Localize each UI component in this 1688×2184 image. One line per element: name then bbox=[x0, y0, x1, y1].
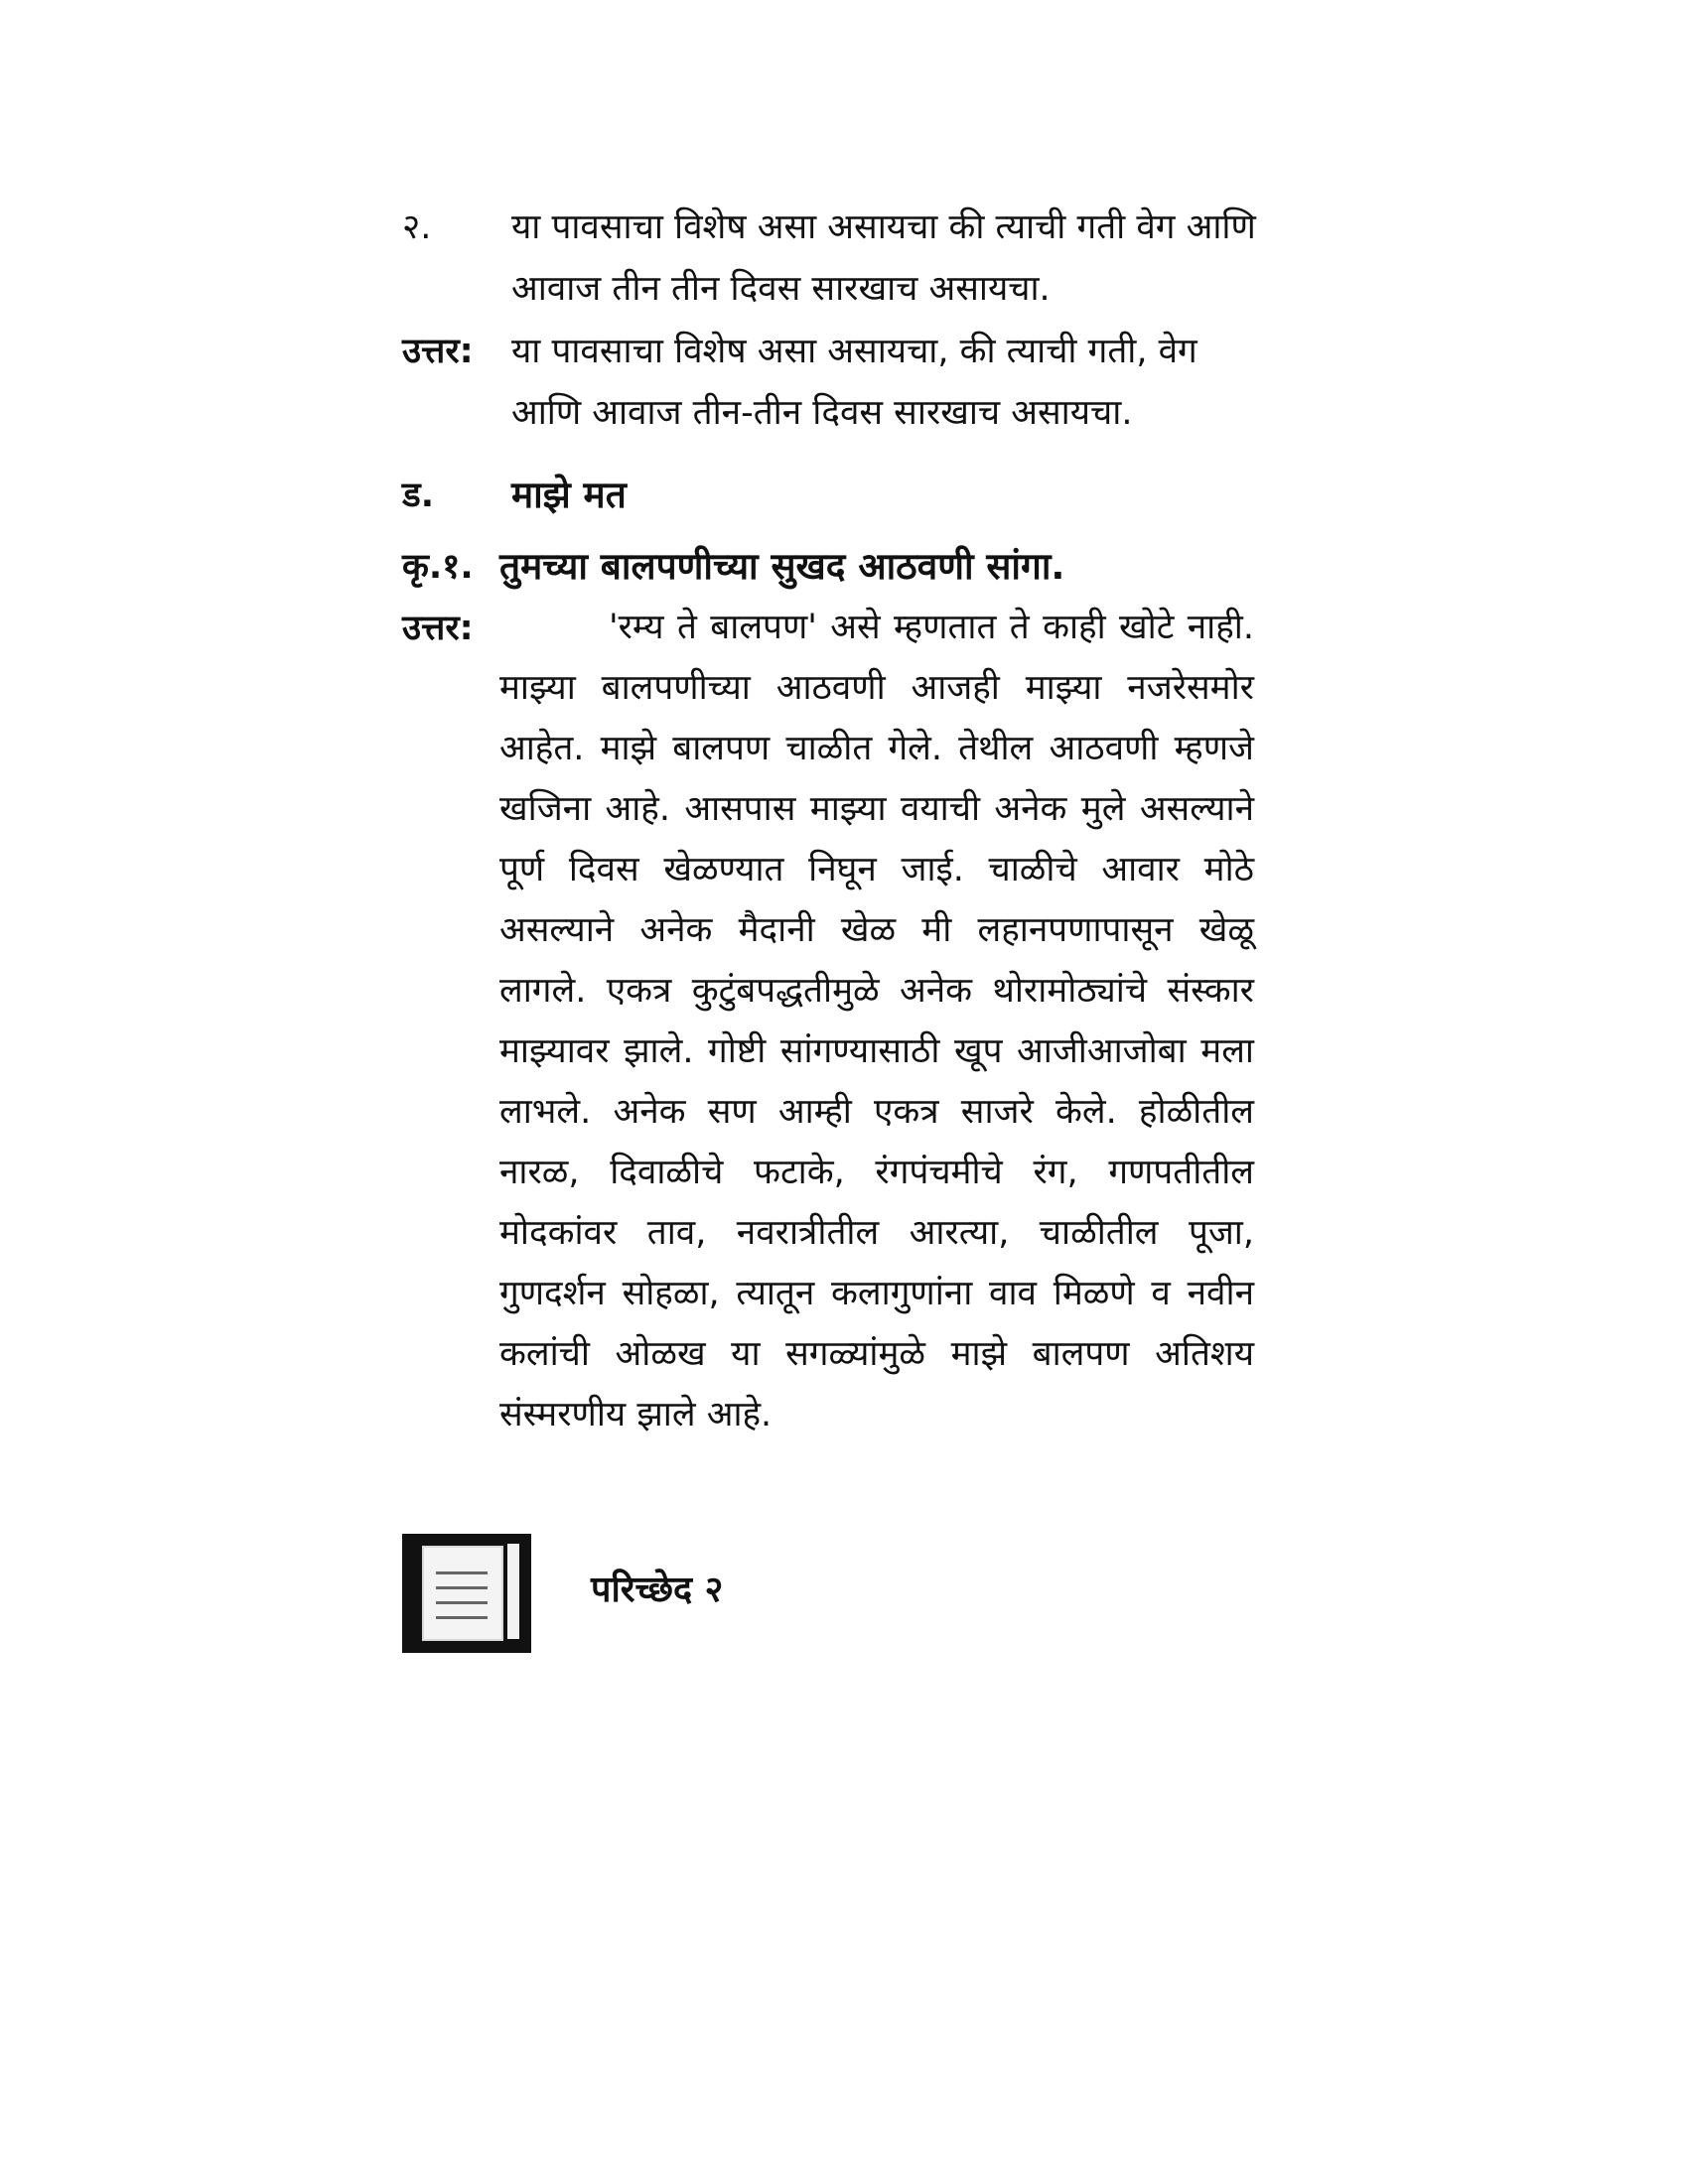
section-heading bbox=[402, 465, 1256, 526]
answer-item-2 bbox=[402, 321, 1256, 444]
section-footer bbox=[402, 1534, 1256, 1663]
paper-line bbox=[436, 1616, 488, 1619]
question-title: तुमच्या बालपणीच्या सुखद आठवणी सांगा. bbox=[499, 545, 1065, 588]
answer-label: उत्तर: bbox=[402, 332, 474, 371]
answer-item-3 bbox=[402, 598, 1256, 1531]
paper-line bbox=[436, 1571, 488, 1574]
paper-line bbox=[436, 1586, 488, 1589]
question-item-2 bbox=[402, 197, 1256, 320]
question-item-3 bbox=[402, 536, 1256, 600]
answer-text: या पावसाचा विशेष असा असायचा, की त्याची गती, वेग आणि आवाज तीन-तीन दिवस सारखाच असायचा. bbox=[511, 332, 1197, 433]
document-paper bbox=[422, 1546, 503, 1641]
question-text: या पावसाचा विशेष असा असायचा की त्याची गती वेग आणि आवाज तीन तीन दिवस सारखाच असायचा. bbox=[511, 207, 1256, 309]
document-tab bbox=[507, 1544, 519, 1639]
document-icon bbox=[402, 1534, 531, 1653]
question-label: कृ.१. bbox=[402, 547, 474, 587]
section-footer-label: परिच्छेद २ bbox=[591, 1570, 724, 1610]
answer-paragraph: 'रम्य ते बालपण' असे म्हणतात ते काही खोटे नाही. माझ्या बालपणीच्या आठवणी आजही माझ्या नजरेसमोर आहेत. माझे बालपण चाळीत गेले. तेथील आठवणी म्हणजे खजिना आहे. आसपास माझ्या वयाची अनेक मुले असल्याने पूर्ण दिवस खेळण्यात निघून जाई. चाळीचे आवार मोठे असल्याने अनेक मैदानी खेळ मी लहानपणापासून खेळू लागले. एकत्र कुटुंबपद्धतीमुळे अनेक थोरामोठ्यांचे संस्कार माझ्यावर झाले. गोष्टी सांगण्यासाठी खूप आजीआजोबा मला लाभले. अनेक सण आम्ही एकत्र साजरे केले. होळीतील नारळ, दिवाळीचे फटाके, रंगपंचमीचे रंग, गणपतीतील मोदकांवर ताव, नवरात्रीतील आरत्या, चाळीतील पूजा, गुणदर्शन सोहळा, त्यातून कलागुणांना वाव मिळणे व नवीन कलांची ओळख या सगळ्यांमुळे माझे बालपण अतिशय संस्मरणीय झाले आहे. bbox=[499, 608, 1254, 1434]
question-number: २. bbox=[402, 207, 432, 247]
answer-label: उत्तर: bbox=[402, 609, 474, 648]
section-label: ड. bbox=[402, 476, 435, 515]
paper-line bbox=[436, 1601, 488, 1604]
section-title: माझे मत bbox=[511, 474, 627, 516]
